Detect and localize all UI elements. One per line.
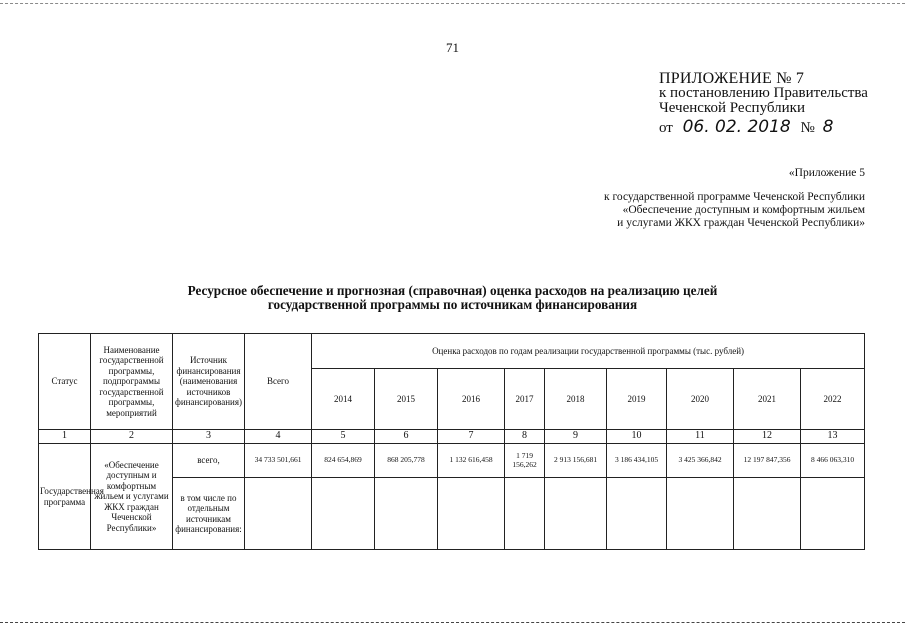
column-number: 1: [39, 430, 91, 444]
header-status: Статус: [39, 334, 91, 430]
row-status: Государственная программа: [39, 444, 91, 550]
number-label: №: [800, 120, 815, 136]
year-header: 2017: [505, 369, 545, 430]
year-value: 824 654,869: [312, 444, 375, 478]
table-row: [39, 444, 865, 478]
column-number: 10: [607, 430, 667, 444]
empty-cell: [801, 478, 865, 550]
column-numbers-row: [39, 430, 865, 444]
year-value: 868 205,778: [375, 444, 438, 478]
appendix-date-line: [659, 117, 868, 137]
heading-line-2: государственной программы по источникам финансирования: [267, 297, 638, 312]
year-value: 12 197 847,356: [734, 444, 801, 478]
year-value: 8 466 063,310: [801, 444, 865, 478]
column-number: 6: [375, 430, 438, 444]
reference-line-1: «Приложение 5: [788, 167, 865, 179]
bottom-rule: [0, 622, 905, 623]
empty-cell: [667, 478, 734, 550]
appendix-line-1: к постановлению Правительства: [659, 85, 868, 101]
year-header: 2018: [545, 369, 607, 430]
empty-cell: [312, 478, 375, 550]
column-number: 13: [801, 430, 865, 444]
year-header: 2020: [667, 369, 734, 430]
column-number: 7: [438, 430, 505, 444]
column-number: 4: [245, 430, 312, 444]
page-number: 71: [446, 40, 459, 55]
header-row-1: [39, 334, 865, 369]
column-number: 9: [545, 430, 607, 444]
reference-line-3: «Обеспечение доступным и комфортным жильем: [622, 204, 865, 216]
year-value: 1 132 616,458: [438, 444, 505, 478]
handwritten-date: 06. 02. 2018: [682, 117, 791, 137]
handwritten-number: 8: [822, 117, 834, 137]
year-header: 2022: [801, 369, 865, 430]
column-number: 8: [505, 430, 545, 444]
empty-cell: [607, 478, 667, 550]
year-value: 3 425 366,842: [667, 444, 734, 478]
column-number: 3: [173, 430, 245, 444]
year-header: 2021: [734, 369, 801, 430]
empty-cell: [438, 478, 505, 550]
empty-cell: [245, 478, 312, 550]
header-estimate: Оценка расходов по годам реализации государственной программы (тыс. рублей): [312, 334, 865, 369]
empty-cell: [505, 478, 545, 550]
reference-line-4: и услугами ЖКХ граждан Чеченской Республики»: [617, 217, 865, 229]
year-value: 1 719 156,262: [505, 444, 545, 478]
year-value: 3 186 434,105: [607, 444, 667, 478]
reference-line-2: к государственной программе Чеченской Республики: [604, 191, 865, 203]
empty-cell: [734, 478, 801, 550]
heading-line-1: Ресурсное обеспечение и прогнозная (справочная) оценка расходов на реализацию целей: [187, 283, 718, 298]
year-header: 2016: [438, 369, 505, 430]
row-program-name: «Обеспечение доступным и комфортным жильем и услугами ЖКХ граждан Чеченской Республики»: [91, 444, 173, 550]
column-number: 5: [312, 430, 375, 444]
year-header: 2019: [607, 369, 667, 430]
empty-cell: [545, 478, 607, 550]
row-source-total: всего,: [173, 444, 245, 478]
resource-table: [38, 333, 865, 550]
from-label: от: [659, 120, 673, 136]
reference-block: [465, 167, 865, 230]
empty-cell: [375, 478, 438, 550]
row-total-value: 34 733 501,661: [245, 444, 312, 478]
column-number: 2: [91, 430, 173, 444]
appendix-title: ПРИЛОЖЕНИЕ № 7: [659, 70, 805, 87]
header-source: Источник финансирования (наименования источников финансирования): [173, 334, 245, 430]
year-value: 2 913 156,681: [545, 444, 607, 478]
document-heading: [120, 284, 785, 312]
appendix-block: [659, 71, 868, 136]
header-total: Всего: [245, 334, 312, 430]
top-rule: [0, 3, 905, 4]
row-source-including: в том числе по отдельным источникам финансирования:: [173, 478, 245, 550]
column-number: 12: [734, 430, 801, 444]
header-name: Наименование государственной программы, подпрограммы государственной программы, мероприятий: [91, 334, 173, 430]
column-number: 11: [667, 430, 734, 444]
appendix-line-2: Чеченской Республики: [659, 100, 805, 116]
year-header: 2014: [312, 369, 375, 430]
year-header: 2015: [375, 369, 438, 430]
